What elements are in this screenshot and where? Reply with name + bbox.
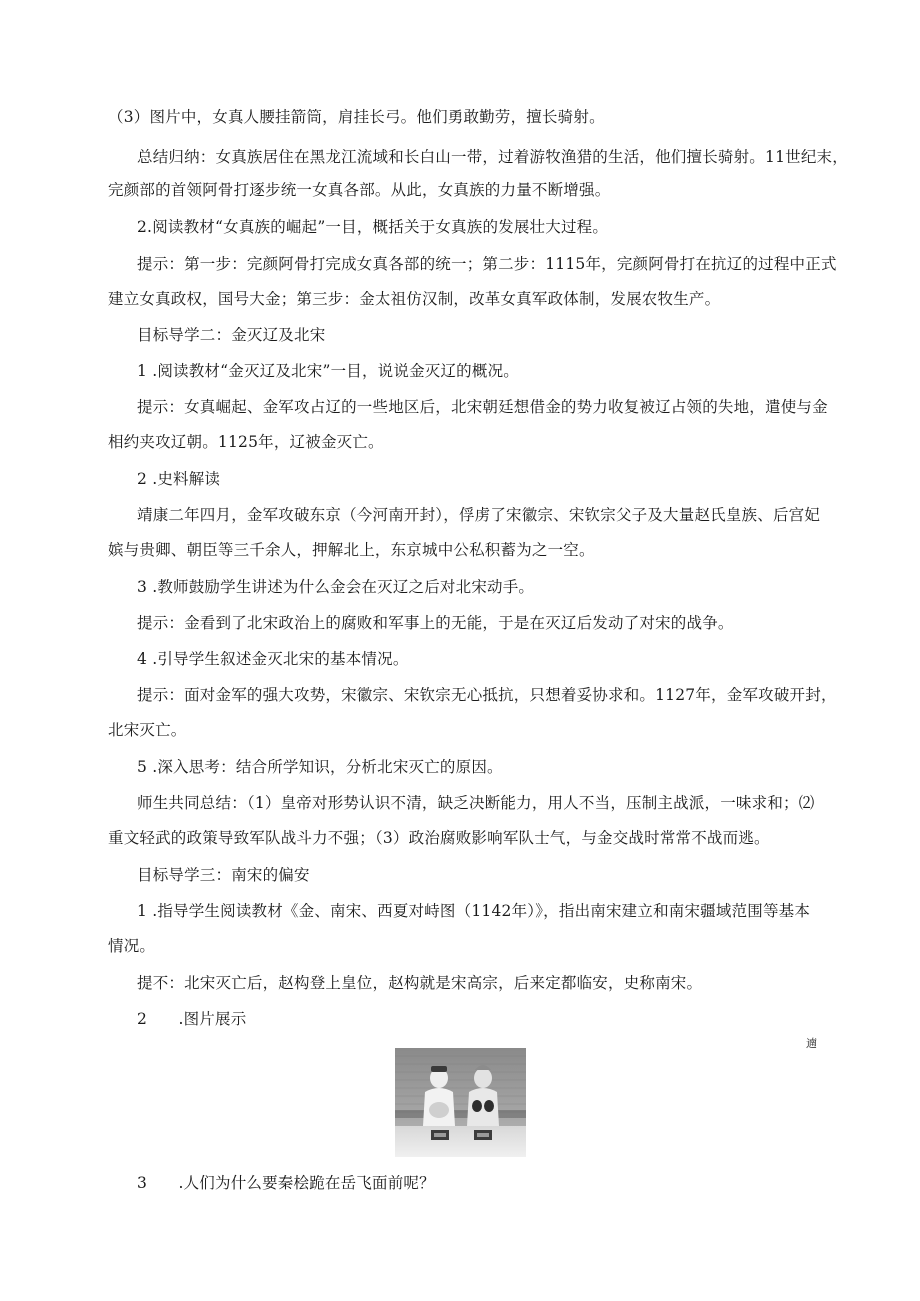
- text-line: 3 .教师鼓励学生讲述为什么金会在灭辽之后对北宋动手。: [137, 578, 535, 596]
- text-line: 提示：面对金军的强大攻势，宋徽宗、宋钦宗无心抵抗，只想着妥协求和。1127年，金军攻破开封，: [137, 686, 837, 704]
- text-line: 相约夹攻辽朝。1125年，辽被金灭亡。: [108, 433, 384, 451]
- text-line: 北宋灭亡。: [108, 721, 187, 739]
- text-line: 提示：金看到了北宋政治上的腐败和军事上的无能，于是在灭辽后发动了对宋的战争。: [137, 614, 734, 632]
- text-line: 提示：女真崛起、金军攻占辽的一些地区后，北宋朝廷想借金的势力收复被辽占领的失地，遣使与金: [137, 398, 828, 416]
- text-line: 重文轻武的政策导致军队战斗力不强；（3）政治腐败影响军队士气，与金交战时常常不战而逃。: [108, 829, 770, 847]
- text-line: 1 .指导学生阅读教材《金、南宋、西夏对峙图（1142年）》，指出南宋建立和南宋疆域范围等基本: [137, 902, 811, 920]
- corner-mark: 遖: [806, 1037, 817, 1050]
- text-line: 2 .图片展示: [137, 1010, 247, 1028]
- text-line: 2 .史料解读: [137, 470, 221, 488]
- text-line: 5 .深入思考：结合所学知识，分析北宋灭亡的原因。: [137, 758, 503, 776]
- text-line: 3 .人们为什么要秦桧跪在岳飞面前呢？: [137, 1174, 435, 1192]
- text-line: 师生共同总结：（1）皇帝对形势认识不清，缺乏决断能力，用人不当，压制主战派，一味求和；⑵: [137, 794, 815, 812]
- section-heading: 目标导学三：南宋的偏安: [137, 866, 310, 884]
- text-line: 2.阅读教材“女真族的崛起”一目，概括关于女真族的发展壮大过程。: [137, 218, 609, 236]
- text-line: 嫔与贵卿、朝臣等三千余人，押解北上，东京城中公私积蓄为之一空。: [108, 541, 595, 559]
- text-line: 4 .引导学生叙述金灭北宋的基本情况。: [137, 650, 409, 668]
- text-line: 提示：第一步：完颜阿骨打完成女真各部的统一；第二步：1115年，完颜阿骨打在抗辽的过程中正式: [137, 255, 837, 273]
- text-line: 情况。: [108, 937, 156, 955]
- text-line: 1 .阅读教材“金灭辽及北宋”一目，说说金灭辽的概况。: [137, 362, 519, 380]
- text-line: 完颜部的首领阿骨打逐步统一女真各部。从此，女真族的力量不断增强。: [108, 181, 611, 199]
- text-line: （3）图片中，女真人腰挂箭筒，肩挂长弓。他们勇敢勤劳，擅长骑射。: [108, 108, 605, 126]
- section-heading: 目标导学二：金灭辽及北宋: [137, 326, 326, 344]
- text-line: 建立女真政权，国号大金；第三步：金太祖仿汉制，改革女真军政体制，发展农牧生产。: [108, 290, 721, 308]
- text-line: 靖康二年四月，金军攻破东京（今河南开封），俘虏了宋徽宗、宋钦宗父子及大量赵氏皇族、后宫妃: [137, 506, 821, 524]
- kneeling-statues-photo: [395, 1048, 526, 1157]
- text-line: 提不：北宋灭亡后，赵构登上皇位，赵构就是宋高宗，后来定都临安，史称南宋。: [137, 974, 703, 992]
- text-line: 总结归纳：女真族居住在黑龙江流域和长白山一带，过着游牧渔猎的生活，他们擅长骑射。11世纪末，: [137, 148, 848, 166]
